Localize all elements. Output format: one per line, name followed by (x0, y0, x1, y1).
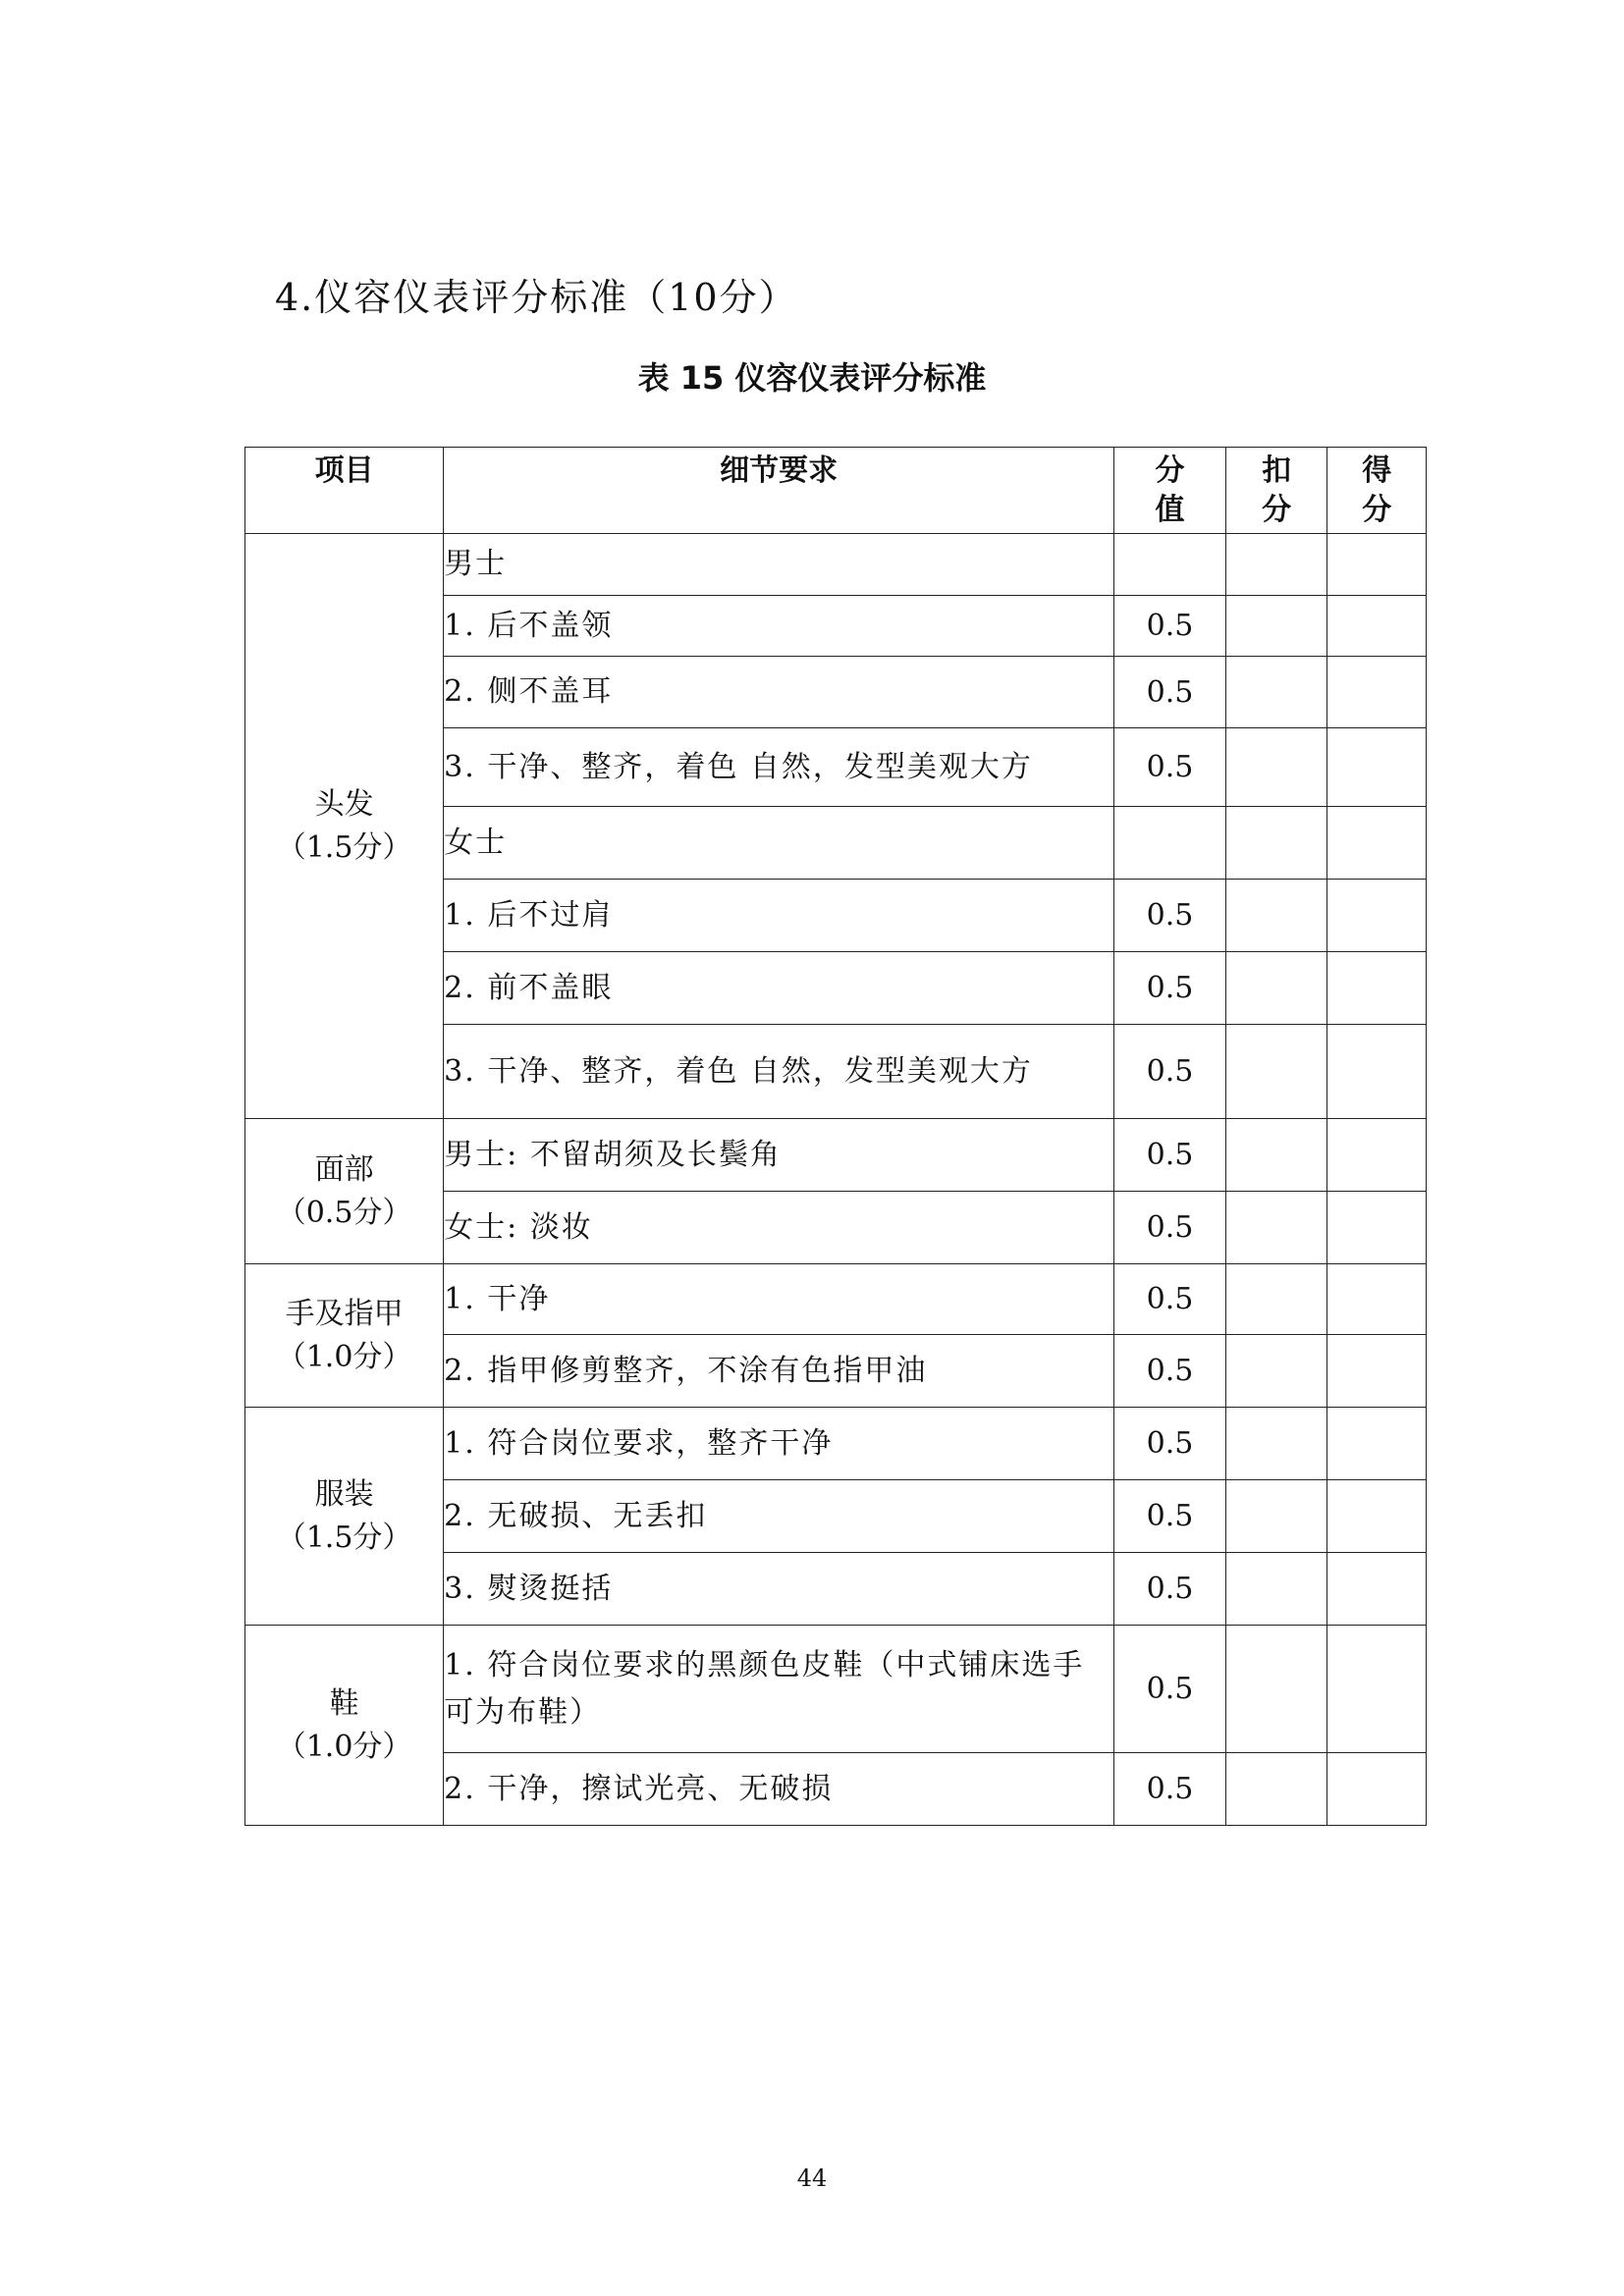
category-name: 面部 (314, 1151, 374, 1187)
score-cell (1327, 1408, 1427, 1480)
value-cell: 0.5 (1114, 1480, 1226, 1553)
value-cell: 0.5 (1114, 1553, 1226, 1626)
section-heading: 4.仪容仪表评分标准（10分） (275, 276, 798, 319)
deduct-cell (1225, 1335, 1327, 1408)
deduct-cell (1225, 596, 1327, 657)
deduct-cell (1225, 657, 1327, 728)
deduct-cell (1225, 880, 1327, 952)
scoring-table (244, 447, 1427, 1826)
detail-cell: 1. 符合岗位要求，整齐干净 (444, 1408, 1114, 1480)
detail-cell: 2. 前不盖眼 (444, 952, 1114, 1025)
score-cell (1327, 880, 1427, 952)
value-cell: 0.5 (1114, 1335, 1226, 1408)
header-score-line1: 得 (1362, 454, 1392, 488)
category-cell-hair (245, 534, 444, 1119)
category-name: 手及指甲 (285, 1296, 404, 1331)
value-cell (1114, 534, 1226, 596)
deduct-cell (1225, 1192, 1327, 1264)
deduct-cell (1225, 1480, 1327, 1553)
score-cell (1327, 1480, 1427, 1553)
detail-cell: 3. 干净、整齐，着色 自然，发型美观大方 (444, 728, 1114, 807)
score-cell (1327, 1753, 1427, 1826)
value-cell: 0.5 (1114, 1025, 1226, 1119)
detail-cell: 2. 侧不盖耳 (444, 657, 1114, 728)
detail-cell: 1. 后不过肩 (444, 880, 1114, 952)
value-cell: 0.5 (1114, 728, 1226, 807)
header-deduct (1225, 448, 1327, 534)
score-cell (1327, 596, 1427, 657)
header-score (1327, 448, 1427, 534)
detail-cell: 1. 后不盖领 (444, 596, 1114, 657)
detail-cell: 1. 干净 (444, 1264, 1114, 1335)
score-cell (1327, 1335, 1427, 1408)
category-points: （1.0分） (276, 1729, 412, 1764)
table-row (245, 1264, 1427, 1335)
category-name: 鞋 (329, 1685, 359, 1721)
score-cell (1327, 1626, 1427, 1753)
table-row (245, 1119, 1427, 1192)
category-points: （1.0分） (276, 1339, 412, 1374)
detail-cell: 3. 干净、整齐，着色 自然，发型美观大方 (444, 1025, 1114, 1119)
deduct-cell (1225, 952, 1327, 1025)
score-cell (1327, 534, 1427, 596)
header-item: 项目 (245, 448, 444, 534)
value-cell: 0.5 (1114, 1119, 1226, 1192)
category-points: （0.5分） (276, 1195, 412, 1230)
category-cell-shoes (245, 1626, 444, 1826)
deduct-cell (1225, 1264, 1327, 1335)
header-value (1114, 448, 1226, 534)
table-row (245, 534, 1427, 596)
deduct-cell (1225, 1626, 1327, 1753)
deduct-cell (1225, 534, 1327, 596)
value-cell (1114, 807, 1226, 880)
score-cell (1327, 1119, 1427, 1192)
category-name: 服装 (314, 1476, 374, 1512)
detail-cell: 女士: 淡妆 (444, 1192, 1114, 1264)
deduct-cell (1225, 807, 1327, 880)
value-cell: 0.5 (1114, 880, 1226, 952)
header-value-line2: 值 (1155, 493, 1185, 527)
header-value-line1: 分 (1155, 454, 1185, 488)
score-cell (1327, 728, 1427, 807)
value-cell: 0.5 (1114, 657, 1226, 728)
deduct-cell (1225, 1553, 1327, 1626)
deduct-cell (1225, 728, 1327, 807)
category-points: （1.5分） (276, 1520, 412, 1555)
score-cell (1327, 1025, 1427, 1119)
category-cell-hands (245, 1264, 444, 1408)
header-detail: 细节要求 (444, 448, 1114, 534)
page-number: 44 (796, 2164, 828, 2192)
value-cell: 0.5 (1114, 1264, 1226, 1335)
score-cell (1327, 952, 1427, 1025)
detail-cell: 3. 熨烫挺括 (444, 1553, 1114, 1626)
table-row (245, 1408, 1427, 1480)
detail-cell: 2. 无破损、无丢扣 (444, 1480, 1114, 1553)
detail-cell: 男士 (444, 534, 1114, 596)
score-cell (1327, 1264, 1427, 1335)
value-cell: 0.5 (1114, 596, 1226, 657)
category-name: 头发 (314, 786, 374, 822)
score-cell (1327, 807, 1427, 880)
deduct-cell (1225, 1408, 1327, 1480)
category-points: （1.5分） (276, 829, 412, 865)
score-cell (1327, 657, 1427, 728)
detail-cell: 女士 (444, 807, 1114, 880)
category-cell-face (245, 1119, 444, 1264)
value-cell: 0.5 (1114, 1192, 1226, 1264)
deduct-cell (1225, 1119, 1327, 1192)
value-cell: 0.5 (1114, 1753, 1226, 1826)
header-deduct-line2: 分 (1262, 493, 1292, 527)
score-cell (1327, 1553, 1427, 1626)
category-cell-clothing (245, 1408, 444, 1626)
header-score-line2: 分 (1362, 493, 1392, 527)
value-cell: 0.5 (1114, 1408, 1226, 1480)
table-caption: 表 15 仪容仪表评分标准 (637, 359, 987, 397)
deduct-cell (1225, 1753, 1327, 1826)
header-deduct-line1: 扣 (1262, 454, 1292, 488)
table-row (245, 1626, 1427, 1753)
table-header-row (245, 448, 1427, 534)
score-cell (1327, 1192, 1427, 1264)
detail-cell: 男士: 不留胡须及长鬓角 (444, 1119, 1114, 1192)
detail-cell: 1. 符合岗位要求的黑颜色皮鞋（中式铺床选手可为布鞋） (444, 1626, 1114, 1753)
detail-cell: 2. 指甲修剪整齐，不涂有色指甲油 (444, 1335, 1114, 1408)
value-cell: 0.5 (1114, 1626, 1226, 1753)
deduct-cell (1225, 1025, 1327, 1119)
detail-cell: 2. 干净，擦试光亮、无破损 (444, 1753, 1114, 1826)
value-cell: 0.5 (1114, 952, 1226, 1025)
